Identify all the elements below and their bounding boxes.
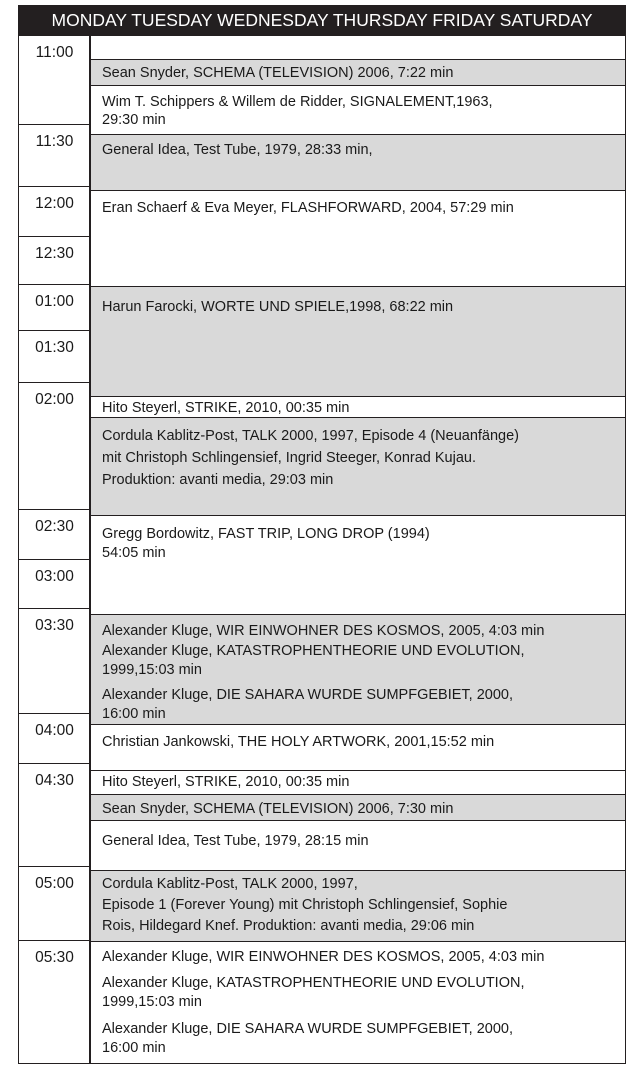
program-duration: 16:00 min [102,1040,166,1056]
time-slot [19,124,90,186]
time-slot [19,866,90,940]
time-label: 12:30 [35,245,74,262]
program-title: Wim T. Schippers & Willem de Ridder, SIGNALEMENT,1963, [102,94,493,110]
time-label: 03:30 [35,617,74,634]
program-entry [91,85,625,134]
time-label: 03:00 [35,568,74,585]
time-label: 02:00 [35,391,74,408]
program-duration: 1999,15:03 min [102,662,202,678]
program-title: Alexander Kluge, WIR EINWOHNER DES KOSMOS, 2005, 4:03 min [102,949,545,965]
time-slot [19,186,90,236]
program-entry [91,417,625,515]
program-title: Hito Steyerl, STRIKE, 2010, 00:35 min [102,400,350,416]
time-slot [19,330,90,382]
time-label: 12:00 [35,195,74,212]
time-label: 01:00 [35,293,74,310]
time-label: 11:00 [35,44,74,61]
program-title: Christian Jankowski, THE HOLY ARTWORK, 2001,15:52 min [102,734,495,750]
time-slot [19,559,90,608]
program-participants: mit Christoph Schlingensief, Ingrid Steeger, Konrad Kujau. [102,450,476,466]
time-slot [19,713,90,763]
time-label: 04:30 [35,772,74,789]
time-slot [19,763,90,866]
program-title: Alexander Kluge, KATASTROPHENTHEORIE UND EVOLUTION, [102,975,525,991]
program-production: Produktion: avanti media, 29:03 min [102,472,334,488]
program-entry [91,134,625,190]
program-title: General Idea, Test Tube, 1979, 28:15 min [102,833,369,849]
program-title: Alexander Kluge, KATASTROPHENTHEORIE UND EVOLUTION, [102,643,525,659]
program-entry [91,724,625,770]
time-label: 01:30 [35,339,74,356]
program-entry [91,286,625,396]
program-title: Cordula Kablitz-Post, TALK 2000, 1997, [102,876,358,892]
time-slot [19,382,90,509]
program-entry [91,614,625,724]
program-title: Sean Snyder, SCHEMA (TELEVISION) 2006, 7:30 min [102,801,454,817]
program-entry [91,820,625,870]
time-slot [19,284,90,330]
program-duration: 29:30 min [102,112,166,128]
program-title: Eran Schaerf & Eva Meyer, FLASHFORWARD, 2004, 57:29 min [102,200,514,216]
program-title: Alexander Kluge, DIE SAHARA WURDE SUMPFGEBIET, 2000, [102,687,513,703]
time-label: 05:30 [35,949,74,966]
program-participants: Episode 1 (Forever Young) mit Christoph Schlingensief, Sophie [102,897,508,913]
time-label: 02:30 [35,518,74,535]
program-entry [91,515,625,614]
time-slot [19,608,90,713]
weekday-header: MONDAY TUESDAY WEDNESDAY THURSDAY FRIDAY SATURDAY [18,5,626,35]
program-entry [91,190,625,286]
program-entry [91,770,625,794]
program-title: Hito Steyerl, STRIKE, 2010, 00:35 min [102,774,350,790]
program-entry [91,794,625,820]
time-label: 11:30 [35,133,74,150]
program-entry [91,396,625,417]
time-slot [19,940,90,1064]
program-title: Sean Snyder, SCHEMA (TELEVISION) 2006, 7:22 min [102,65,454,81]
time-label: 04:00 [35,722,74,739]
program-title: Cordula Kablitz-Post, TALK 2000, 1997, Episode 4 (Neuanfänge) [102,428,520,444]
time-slot [19,236,90,284]
program-duration: 1999,15:03 min [102,994,202,1010]
time-slot [19,35,90,124]
program-title: Harun Farocki, WORTE UND SPIELE,1998, 68:22 min [102,299,454,315]
program-production: Rois, Hildegard Knef. Produktion: avanti media, 29:06 min [102,918,475,934]
time-label: 05:00 [35,875,74,892]
program-entry [91,870,625,941]
program-entry [91,941,625,1064]
program-title: Alexander Kluge, WIR EINWOHNER DES KOSMOS, 2005, 4:03 min [102,623,545,639]
time-slot [19,509,90,559]
program-title: Gregg Bordowitz, FAST TRIP, LONG DROP (1994) [102,526,430,542]
program-title: Alexander Kluge, DIE SAHARA WURDE SUMPFGEBIET, 2000, [102,1021,513,1037]
program-title: General Idea, Test Tube, 1979, 28:33 min, [102,142,373,158]
program-duration: 16:00 min [102,706,166,722]
program-duration: 54:05 min [102,545,166,561]
program-slot [91,35,625,59]
program-entry [91,59,625,85]
